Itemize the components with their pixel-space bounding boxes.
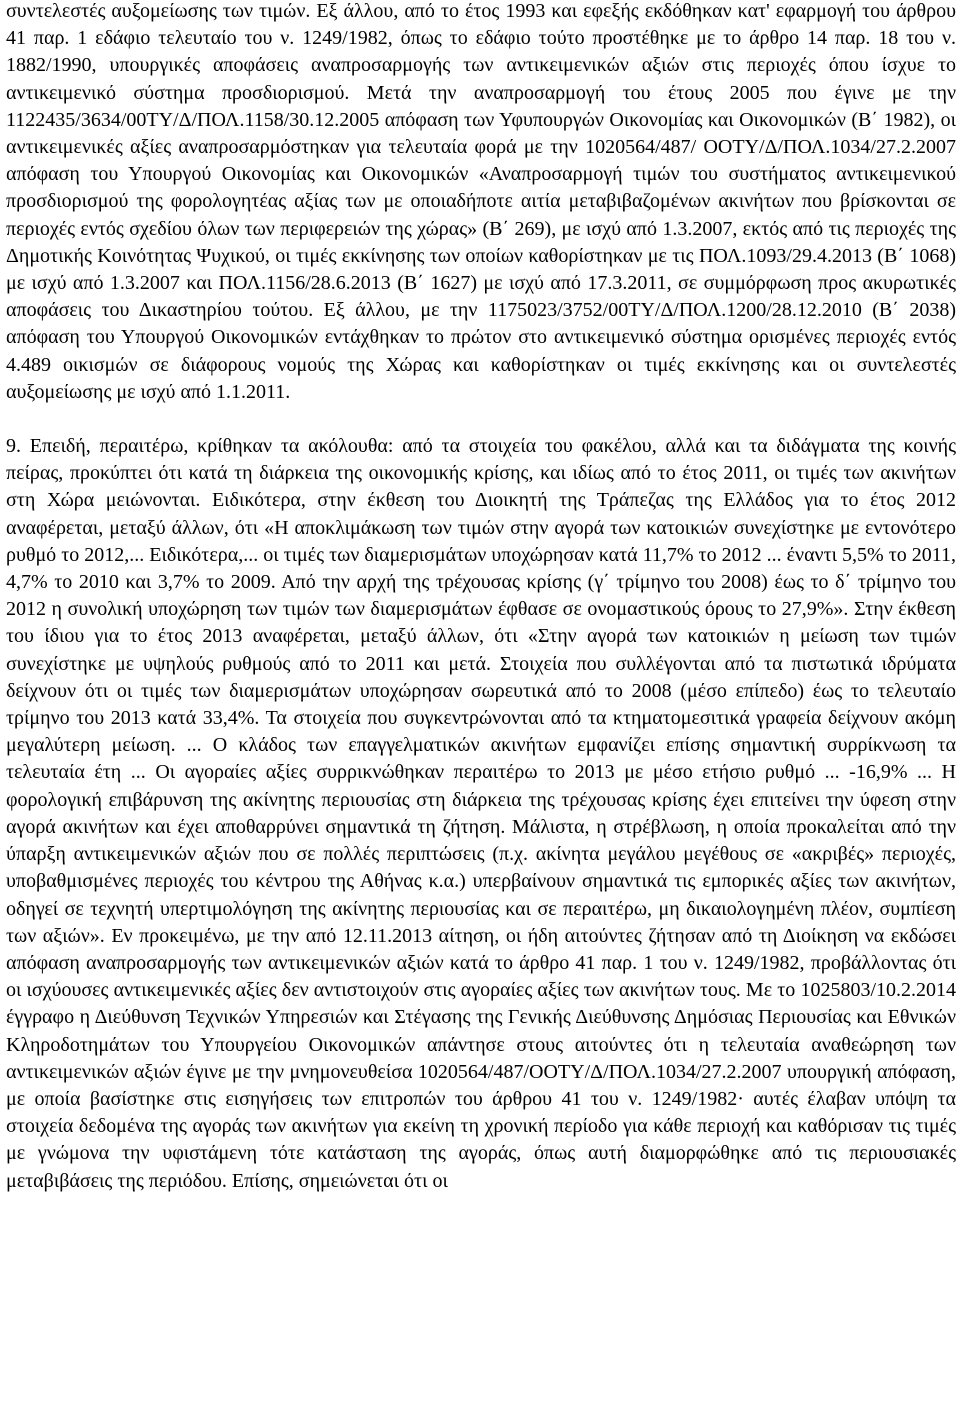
paragraph-continuation: συντελεστές αυξομείωσης των τιμών. Εξ άλλου, από το έτος 1993 και εφεξής εκδόθηκαν κατ' εφαρμογή του άρθρου 41 παρ. 1 εδάφιο τελευταίο του ν. 1249/1982, όπως το εδάφιο τούτο προστέθηκε με το άρθρο 14 παρ. 18 του ν. 1882/1990, υπουργικές αποφάσεις αναπροσαρμογής των αντικειμενικών αξιών στις περιοχές όπου ίσχυε το αντικειμενικό σύστημα προσδιορισμού. Μετά την αναπροσαρμογή του έτους 2005 που έγινε με την 1122435/3634/00ΤΥ/Δ/ΠΟΛ.1158/30.12.2005 απόφαση των Υφυπουργών Οικονομίας και Οικονομικών (Β΄ 1982), οι αντικειμενικές αξίες αναπροσαρμόστηκαν για τελευταία φορά με την 1020564/487/ ΟΟΤΥ/Δ/ΠΟΛ.1034/27.2.2007 απόφαση του Υπουργού Οικονομίας και Οικονομικών «Αναπροσαρμογή τιμών του συστήματος αντικειμενικού προσδιορισμού της φορολογητέας αξίας των με οποιαδήποτε αιτία μεταβιβαζομένων ακινήτων που βρίσκονται σε περιοχές εντός σχεδίου όλων των περιφερειών της χώρας» (Β΄ 269), με ισχύ από 1.3.2007, εκτός από τις περιοχές της Δημοτικής Κοινότητας Ψυχικού, οι τιμές εκκίνησης των οποίων καθορίστηκαν με τις ΠΟΛ.1093/29.4.2013 (Β΄ 1068) με ισχύ από 1.3.2007 και ΠΟΛ.1156/28.6.2013 (Β΄ 1627) με ισχύ από 17.3.2011, σε συμμόρφωση προς ακυρωτικές αποφάσεις του Δικαστηρίου τούτου. Εξ άλλου, με την 1175023/3752/00ΤΥ/Δ/ΠΟΛ.1200/28.12.2010 (Β΄ 2038) απόφαση του Υπουργού Οικονομικών εντάχθηκαν το πρώτον στο αντικειμενικό σύστημα ορισμένες περιοχές εντός 4.489 οικισμών σε διάφορους νομούς της Χώρας και καθορίστηκαν οι τιμές εκκίνησης και οι συντελεστές αυξομείωσης με ισχύ από 1.1.2011.: [6, 0, 956, 403]
paragraph-9: 9. Επειδή, περαιτέρω, κρίθηκαν τα ακόλουθα: από τα στοιχεία του φακέλου, αλλά και τα διδάγματα της κοινής πείρας, προκύπτει ότι κατά τη διάρκεια της οικονομικής κρίσης, και ιδίως από το έτος 2011, οι τιμές των ακινήτων στη Χώρα μειώνονται. Ειδικότερα, στην έκθεση του Διοικητή της Τράπεζας της Ελλάδος για το έτος 2012 αναφέρεται, μεταξύ άλλων, ότι «Η αποκλιμάκωση των τιμών στην αγορά των κατοικιών συνεχίστηκε με εντονότερο ρυθμό το 2012,... Ειδικότερα,... οι τιμές των διαμερισμάτων υποχώρησαν κατά 11,7% το 2012 ... έναντι 5,5% το 2011, 4,7% το 2010 και 3,7% το 2009. Από την αρχή της τρέχουσας κρίσης (γ΄ τρίμηνο του 2008) έως το δ΄ τρίμηνο του 2012 η συνολική υποχώρηση των τιμών των διαμερισμάτων έφθασε σε ονομαστικούς όρους το 27,9%». Στην έκθεση του ίδιου για το έτος 2013 αναφέρεται, μεταξύ άλλων, ότι «Στην αγορά των κατοικιών η μείωση των τιμών συνεχίστηκε με υψηλούς ρυθμούς από το 2011 και μετά. Στοιχεία που συλλέγονται από τα πιστωτικά ιδρύματα δείχνουν ότι οι τιμές των διαμερισμάτων υποχώρησαν σωρευτικά από το 2008 (μέσο επίπεδο) έως το τελευταίο τρίμηνο του 2013 κατά 33,4%. Τα στοιχεία που συγκεντρώνονται από τα κτηματομεσιτικά γραφεία δείχνουν ακόμη μεγαλύτερη μείωση. ... Ο κλάδος των επαγγελματικών ακινήτων εμφανίζει επίσης σημαντική συρρίκνωση τα τελευταία έτη ... Οι αγοραίες αξίες συρρικνώθηκαν περαιτέρω το 2013 με μέσο ετήσιο ρυθμό ... -16,9% ... Η φορολογική επιβάρυνση της ακίνητης περιουσίας στη διάρκεια της τρέχουσας κρίσης έχει επιτείνει την ύφεση στην αγορά ακινήτων και έχει αποθαρρύνει σημαντικά τη ζήτηση. Μάλιστα, η στρέβλωση, η οποία προκαλείται από την ύπαρξη αντικειμενικών αξιών που σε πολλές περιπτώσεις (π.χ. ακίνητα μεγάλου μεγέθους σε «ακριβές» περιοχές, υποβαθμισμένες περιοχές του κέντρου της Αθήνας κ.α.) υπερβαίνουν σημαντικά τις εμπορικές αξίες των ακινήτων, οδηγεί σε τεχνητή υπερτιμολόγηση της ακίνητης περιουσίας και σε περαιτέρω, μη δικαιολογημένη πλέον, συμπίεση των αξιών». Εν προκειμένω, με την από 12.11.2013 αίτηση, οι ήδη αιτούντες ζήτησαν από τη Διοίκηση να εκδώσει απόφαση αναπροσαρμογής των αντικειμενικών αξιών κατά το άρθρο 41 παρ. 1 του ν. 1249/1982, προβάλλοντας ότι οι ισχύουσες αντικειμενικές αξίες δεν αντιστοιχούν στις αγοραίες αξίες των ακινήτων τους. Με το 1025803/10.2.2014 έγγραφο η Διεύθυνση Τεχνικών Υπηρεσιών και Στέγασης της Γενικής Διεύθυνσης Δημόσιας Περιουσίας και Εθνικών Κληροδοτημάτων του Υπουργείου Οικονομικών απάντησε στους αιτούντες ότι η τελευταία αναθεώρηση των αντικειμενικών αξιών έγινε με την μνημονευθείσα 1020564/487/ΟΟΤΥ/Δ/ΠΟΛ.1034/27.2.2007 υπουργική απόφαση, με οποία βασίστηκε στις εισηγήσεις των επιτροπών του άρθρου 41 του ν. 1249/1982· αυτές έλαβαν υπόψη τα στοιχεία δεδομένα της αγοράς των ακινήτων για εκείνη τη χρονική περίοδο για κάθε περιοχή και καθόρισαν τις τιμές με γνώμονα την υφιστάμενη τότε κατάσταση της αγοράς, όπως αυτή διαμορφώθηκε από τις περιουσιακές μεταβιβάσεις της περιόδου. Επίσης, σημειώνεται ότι οι: [6, 435, 956, 1192]
